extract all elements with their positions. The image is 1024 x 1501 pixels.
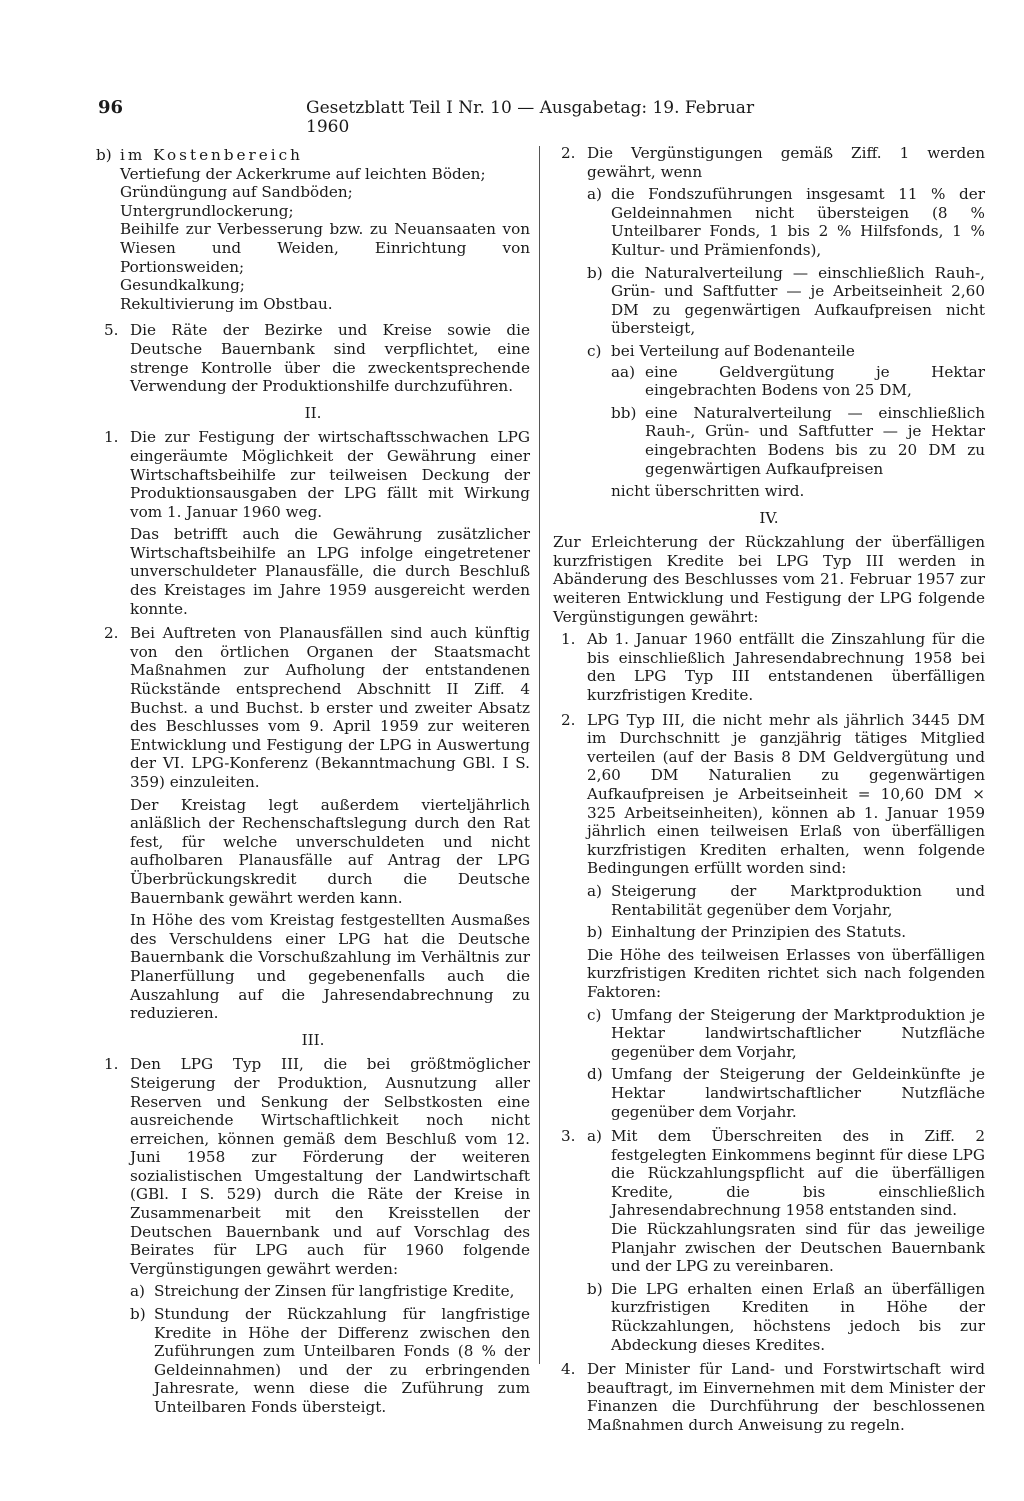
section4-item-1 — [553, 630, 985, 704]
section-heading-3: III. — [301, 1030, 325, 1049]
subitem-label: a) — [587, 185, 602, 204]
cost-area-heading: im Kostenbereich — [120, 146, 303, 164]
subitem-text: Streichung der Zinsen für langfristige Kredite, — [154, 1282, 515, 1301]
item-text: Die Höhe des teilweisen Erlasses von überfälligen kurzfristigen Krediten richtet sich nach folgenden Faktoren: — [587, 945, 985, 1001]
right-column — [553, 144, 985, 1441]
section4-item-2 — [553, 711, 985, 1121]
subitem-text: eine Naturalverteilung — einschließlich Rauh-, Grün- und Saftfutter — je Hektar eingebrachten Bodens bis zu 20 DM zu gegenwärtigen Aufkaufpreisen — [645, 403, 985, 478]
subitem-text: Mit dem Überschreiten des in Ziff. 2 festgelegten Einkommens beginnt für diese LPG die Rückzahlungspflicht auf die überfälligen Kredite, die bis einschließlich Jahresendabrechnung 1958 entstanden sind. — [611, 1127, 985, 1220]
list-item: Gesundkalkung; — [120, 276, 245, 295]
cost-area-list — [120, 165, 530, 314]
subitem-label: b) — [587, 263, 603, 282]
gazette-title: Gesetzblatt Teil I Nr. 10 — Ausgabetag: 19. Februar 1960 — [306, 98, 755, 137]
subitem-bb — [611, 404, 985, 478]
section2-item-2 — [96, 624, 530, 1022]
subitem-label: c) — [587, 1005, 602, 1024]
item-text: Der Kreistag legt außerdem vierteljährlich anläßlich der Rechenschaftslegung durch den Rat fest, für welche unverschuldeten und nicht aufholbaren Planausfälle auf Antrag der LPG Überbrückungskredit durch die Deutsche Bauernbank gewährt werden kann. — [130, 795, 530, 907]
item-number: 2. — [561, 710, 576, 729]
subitem-c — [587, 1006, 985, 1062]
subitem-label: a) — [587, 1127, 602, 1146]
subitem-text: Die Rückzahlungsraten sind für das jeweilige Planjahr zwischen der Deutschen Bauernbank und der LPG zu vereinbaren. — [611, 1220, 985, 1276]
item-text: Das betrifft auch die Gewährung zusätzlicher Wirtschaftsbeihilfe an LPG infolge eingetretener unverschuldeter Planausfälle, die durch Beschluß des Kreistages im Jahre 1959 ausgereicht werden konnte. — [130, 525, 530, 618]
item-text: Die zur Festigung der wirtschaftsschwachen LPG eingeräumte Möglichkeit der Gewährung einer Wirtschaftsbeihilfe zur teilweisen Deckung der Produktionsausgaben der LPG fällt mit Wirkung vom 1. Januar 1960 weg. — [130, 428, 530, 521]
subitem-text: die Naturalverteilung — einschließlich Rauh-, Grün- und Saftfutter — je Arbeitseinheit 2,60 DM zu gegenwärtigen Aufkaufpreisen nicht übersteigt, — [611, 263, 985, 338]
item-text: Die Räte der Bezirke und Kreise sowie die Deutsche Bauernbank sind verpflichtet, eine strenge Kontrolle über die zweckentsprechende Verwendung der Produktionshilfe durchzuführen. — [130, 321, 530, 396]
subitem-text: bei Verteilung auf Bodenanteile — [611, 341, 855, 360]
subitem-text: Stundung der Rückzahlung für langfristige Kredite in Höhe der Differenz zwischen den Zuführungen zum Unteilbaren Fonds (8 % der Geldeinnahmen) und der zu erbringenden Jahresrate, wenn diese die Zuführung zum Unteilbaren Fonds übersteigt. — [154, 1305, 530, 1416]
subitem-b — [130, 1305, 530, 1417]
item-text: Die Vergünstigungen gemäß Ziff. 1 werden gewährt, wenn — [587, 144, 985, 181]
subitem-a — [587, 1127, 985, 1276]
section4-item-3 — [553, 1127, 985, 1354]
item-number: 4. — [561, 1360, 576, 1379]
item-number: 1. — [104, 1055, 119, 1074]
subitem-text: Die LPG erhalten einen Erlaß an überfälligen kurzfristigen Krediten in Höhe der Rückzahlungen, höchstens jedoch bis zur Abdeckung dieses Kredites. — [611, 1279, 985, 1354]
subitem-text: Umfang der Steigerung der Geldeinkünfte je Hektar landwirtschaftlicher Nutzfläche gegenüber dem Vorjahr. — [611, 1065, 985, 1121]
subitem-label: c) — [587, 341, 602, 360]
list-item: Rekultivierung im Obstbau. — [120, 294, 333, 313]
subitem-b — [587, 1280, 985, 1354]
subitem-aa — [611, 363, 985, 400]
section3-item-2 — [553, 144, 985, 501]
item-number: 1. — [104, 428, 119, 447]
subitem-label: bb) — [611, 403, 637, 422]
paragraph-item-5 — [96, 321, 530, 395]
subitem-a — [587, 185, 985, 259]
subitem-label: a) — [130, 1282, 145, 1301]
section2-item-1 — [96, 428, 530, 618]
list-item: Beihilfe zur Verbesserung bzw. zu Neuansaaten von Wiesen und Weiden, Einrichtung von Portionsweiden; — [120, 220, 530, 276]
item-text: Den LPG Typ III, die bei größtmöglicher Steigerung der Produktion, Ausnutzung aller Reserven und Senkung der Selbstkosten eine ausreichende Wirtschaftlichkeit noch nicht erreichen, können gemäß dem Beschluß vom 12. Juni 1958 zur Förderung der weiteren sozialistischen Umgestaltung der Landwirtschaft (GBl. I S. 529) durch die Räte der Kreise in Zusammenarbeit mit den Kreisstellen der Deutschen Bauernbank und auf Vorschlag des Beirates für LPG auch für 1960 folgende Vergünstigungen gewährt werden: — [130, 1055, 530, 1278]
page-header — [98, 97, 758, 137]
subitem-text: Umfang der Steigerung der Marktproduktion je Hektar landwirtschaftlicher Nutzfläche gegenüber dem Vorjahr, — [611, 1005, 985, 1061]
section3-item-1 — [96, 1055, 530, 1416]
list-item: Vertiefung der Ackerkrume auf leichten Böden; — [120, 164, 486, 183]
item-text: Der Minister für Land- und Forstwirtschaft wird beauftragt, im Einvernehmen mit dem Minister der Finanzen die Durchführung der beschlossenen Maßnahmen durch Anweisung zu regeln. — [587, 1360, 985, 1434]
cost-area-block — [96, 146, 530, 313]
item-text: In Höhe des vom Kreistag festgestellten Ausmaßes des Verschuldens einer LPG hat die Deutsche Bauernbank die Vorschußzahlung im Verhältnis zur Planerfüllung und gegebenenfalls auch die Auszahlung auf die Jahresendabrechnung zu reduzieren. — [130, 911, 530, 1023]
subitem-b — [587, 264, 985, 338]
list-label: b) — [96, 146, 112, 164]
subitem-label: b) — [587, 923, 603, 942]
item-number: 2. — [104, 624, 119, 643]
list-item: Gründüngung auf Sandböden; — [120, 183, 353, 202]
section-heading-4: IV. — [759, 508, 779, 527]
subitem-a — [587, 882, 985, 919]
section4-item-4 — [553, 1360, 985, 1434]
subitem-text: Einhaltung der Prinzipien des Statuts. — [611, 923, 907, 942]
item-number: 1. — [561, 630, 576, 649]
subitem-c — [587, 342, 985, 501]
item-number: 3. — [561, 1127, 576, 1146]
page-number: 96 — [98, 97, 124, 118]
subitem-a — [130, 1282, 530, 1301]
subitem-text: die Fondszuführungen insgesamt 11 % der Geldeinnahmen nicht übersteigen (8 % Unteilbarer Fonds, 1 bis 2 % Hilfsfonds, 1 % Kultur- und Prämienfonds), — [611, 185, 985, 259]
item-number: 2. — [561, 144, 576, 162]
item-tail-text: nicht überschritten wird. — [611, 482, 805, 501]
item-text: Bei Auftreten von Planausfällen sind auch künftig von den örtlichen Organen der Staatsmacht Maßnahmen zur Aufholung der entstandenen Rückstände entsprechend Abschnitt II Ziff. 4 Buchst. a und Buchst. b erster und zweiter Absatz des Beschlusses vom 9. April 1959 zur weiteren Entwicklung und Festigung der LPG in Auswertung der VI. LPG-Konferenz (Bekanntmachung GBl. I S. 359) einzuleiten. — [130, 624, 530, 791]
subitem-label: b) — [130, 1305, 146, 1324]
subitem-label: aa) — [611, 362, 636, 381]
subitem-label: b) — [587, 1279, 603, 1298]
subitem-text: eine Geldvergütung je Hektar eingebrachten Bodens von 25 DM, — [645, 362, 985, 400]
subitem-b — [587, 923, 985, 942]
subitem-label: a) — [587, 881, 602, 900]
column-divider — [539, 146, 540, 1364]
subitem-d — [587, 1065, 985, 1121]
item-text: LPG Typ III, die nicht mehr als jährlich 3445 DM im Durchschnitt je ganzjährig tätiges Mitglied verteilen (auf der Basis 8 DM Geldvergütung und 2,60 DM Naturalien zu gegenwärtigen Aufkaufpreisen je Arbeitseinheit = 10,60 DM × 325 Arbeitseinheiten), können ab 1. Januar 1959 jährlich einen teilweisen Erlaß von überfälligen kurzfristigen Krediten erhalten, wenn folgende Bedingungen erfüllt worden sind: — [587, 710, 985, 878]
section-heading-2: II. — [304, 403, 322, 422]
item-text: Ab 1. Januar 1960 entfällt die Zinszahlung für die bis einschließlich Jahresendabrechnung 1958 bei den LPG Typ III entstandenen überfälligen kurzfristigen Kredite. — [587, 630, 985, 705]
section4-intro: Zur Erleichterung der Rückzahlung der überfälligen kurzfristigen Kredite bei LPG Typ III werden in Abänderung des Beschlusses vom 21. Februar 1957 zur weiteren Entwicklung und Festigung der LPG folgende Vergünstigungen gewährt: — [553, 533, 985, 626]
left-column — [96, 144, 530, 1423]
subitem-label: d) — [587, 1065, 603, 1084]
item-number: 5. — [104, 321, 119, 340]
subitem-text: Steigerung der Marktproduktion und Rentabilität gegenüber dem Vorjahr, — [611, 881, 985, 919]
list-item: Untergrundlockerung; — [120, 201, 294, 220]
